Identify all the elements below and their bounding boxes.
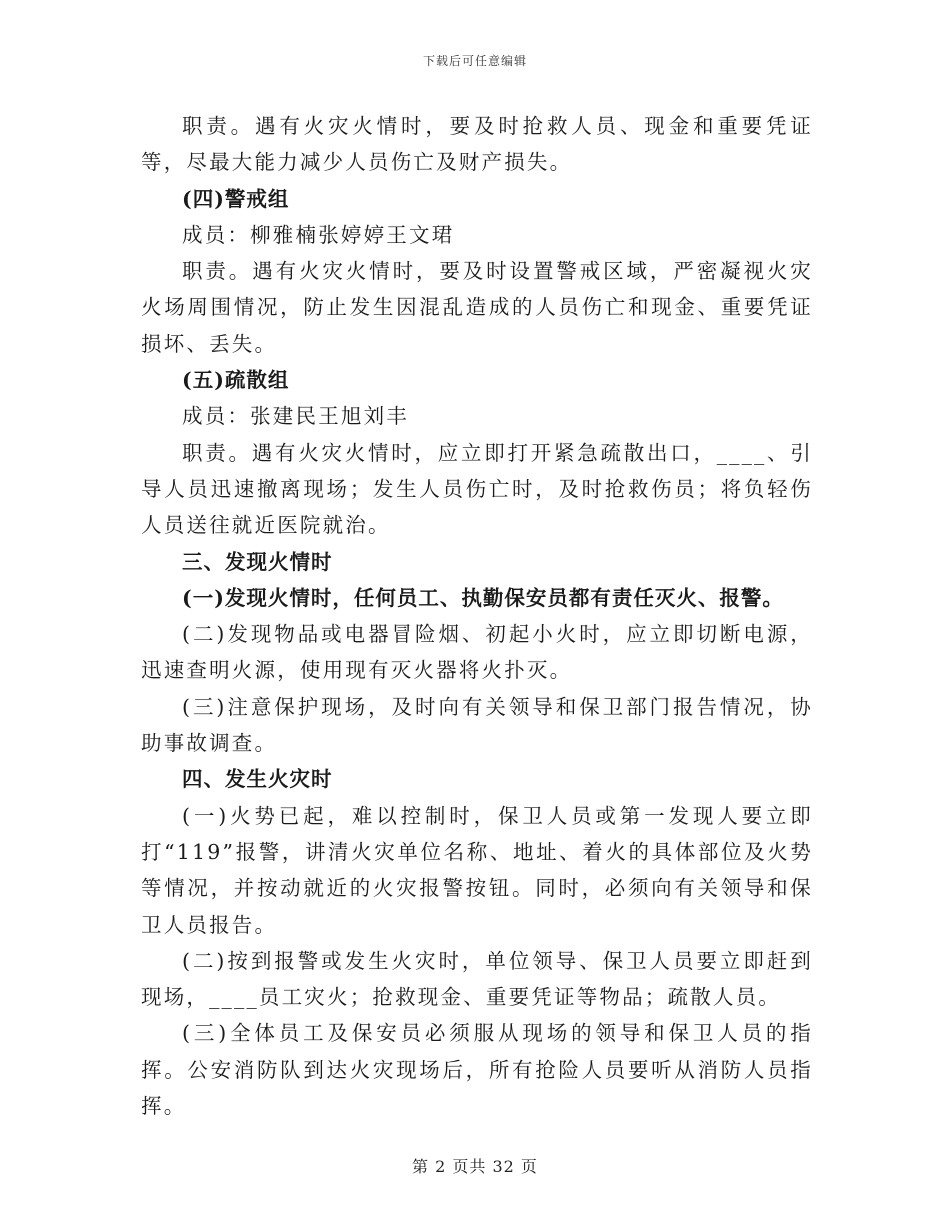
- paragraph-protect-scene: (三)注意保护现场，及时向有关领导和保卫部门报告情况，协助事故调查。: [141, 694, 813, 756]
- paragraph-obey-command: (三)全体员工及保安员必须服从现场的领导和保卫人员的指挥。公安消防队到达火灾现场后，所有抢险人员要听从消防人员指挥。: [141, 1021, 813, 1119]
- paragraph-report-fire: (一)发现火情时，任何员工、执勤保安员都有责任灭火、报警。: [182, 585, 784, 610]
- heading-evacuation-group: (五)疏散组: [182, 368, 290, 393]
- heading-fire-discovered: 三、发现火情时: [182, 549, 333, 574]
- paragraph-call-119: (一)火势已起，难以控制时，保卫人员或第一发现人要立即打“119”报警，讲清火灾单位名称、地址、着火的具体部位及火势等情况，并按动就近的火灾报警按钮。同时，必须向有关领导和保卫人员报告。: [141, 803, 813, 937]
- paragraph-evacuation-duty: 职责。遇有火灾火情时，应立即打开紧急疏散出口，____、引导人员迅速撤离现场；发生人员伤亡时，及时抢救伤员；将负轻伤人员送往就近医院就治。: [141, 440, 813, 538]
- page-number: 第 2 页共 32 页: [412, 1157, 538, 1176]
- paragraph-rescue-duty: 职责。遇有火灾火情时，要及时抢救人员、现金和重要凭证等，尽最大能力减少人员伤亡及财产损失。: [141, 114, 813, 175]
- paragraph-guard-members: 成员：柳雅楠张婷婷王文珺: [182, 222, 455, 247]
- paragraph-evacuation-members: 成员：张建民王旭刘丰: [182, 404, 409, 429]
- heading-fire-occurs: 四、发生火灾时: [182, 767, 333, 792]
- paragraph-cut-power: (二)发现物品或电器冒险烟、初起小火时，应立即切断电源，迅速查明火源，使用现有灭火器将火扑灭。: [141, 622, 813, 683]
- paragraph-leaders-arrive: (二)按到报警或发生火灾时，单位领导、保卫人员要立即赶到现场，____员工灾火；抢救现金、重要凭证等物品；疏散人员。: [141, 948, 813, 1010]
- page-header: 下载后可任意编辑: [422, 54, 527, 68]
- document-body: [141, 108, 813, 1124]
- paragraph-guard-duty: 职责。遇有火灾火情时，要及时设置警戒区域，严密凝视火灾火场周围情况，防止发生因混乱造成的人员伤亡和现金、重要凭证损坏、丢失。: [141, 259, 813, 356]
- heading-guard-group: (四)警戒组: [182, 186, 290, 211]
